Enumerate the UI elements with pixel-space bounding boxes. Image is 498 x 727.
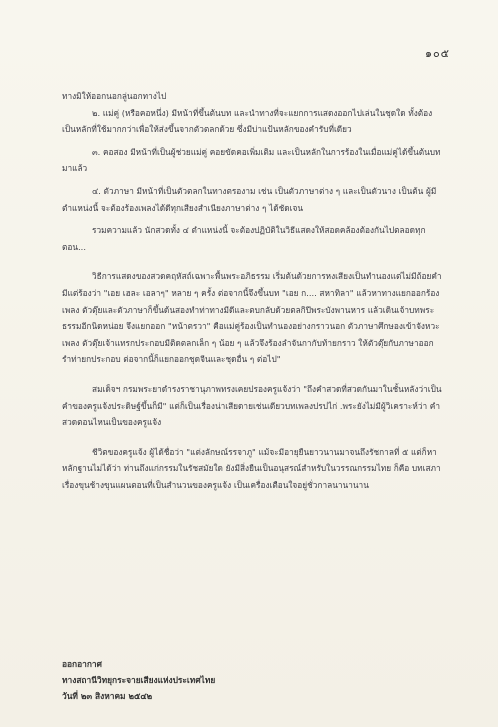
footer-station: ทางสถานีวิทยุกระจายเสียงแห่งประเทศไทย	[62, 675, 216, 685]
footer-aired-label: ออกอากาศ	[62, 659, 102, 669]
broadcast-footer	[62, 656, 442, 704]
paragraph-role-4: ๔. ตัวภาษา มีหน้าที่เป็นตัวตลกในทางตรองาม เช่น เป็นตัวภาษาต่าง ๆ และเป็นตัวนาง เป็นต้น ผู้มีตำแหน่งนี้ จะต้องร้องเพลงได้ดีทุกเสียงสำเนียงภาษาต่าง ๆ ได้ชัดเจน	[62, 185, 437, 213]
paragraph-role-3: ๓. คอสอง มีหน้าที่เป็นผู้ช่วยแม่คู่ คอยขัดคอเพิ่มเติม และเป็นหลักในการร้องในเมื่อแม่คู่ได้ขึ้นต้นบทมาแล้ว	[62, 146, 441, 174]
footer-date: วันที่ ๒๓ สิงหาคม ๒๕๔๒	[62, 691, 153, 701]
paragraph-role-2: ๒. แม่คู่ (หรือคอหนึ่ง) มีหน้าที่ขึ้นต้นบท และนำทางที่จะแยกการแสดงออกไปเล่นในชุดใด ทั้งต้องเป็นหลักที่ใช้มากกว่าเพื่อให้ส่งขึ้นจากตัวตลกด้วย ซึ่งมีบ่าแป้นหลักของคำรับที่เดียว	[62, 107, 433, 135]
body-text	[62, 88, 442, 493]
paragraph-continuation: ทางมิให้ออกนอกลู่นอกทางไป	[62, 91, 167, 101]
paragraph-performance-method: วิธีการแสดงของสวดคฤหัสถ์เฉพาะพื้นพระอภิธรรม เริ่มต้นด้วยการหงเสียงเป็นทำนองแต่ไม่มีถ้อยคำ มีแต่ร้องว่า "เอย เฮละ เอลาๆ" หลาย ๆ ครั้ง ต่อจากนี้จึงขึ้นบท "เอย ก.... สหาทิลา" แล้วหาทางแยกออกร้องเพลง ตัวตุ๊ยและตัวภาษาก็ขึ้นด้นสองทำท่าทางมีดีและตบกลับด้วยตลกิปีพระบังพานหาร แล้วเดินเจ้าบทพระธรรมอีกนิดหน่อย จึงแยกออก "หน้าตรวา" คือแม่คู่ร้องเป็นทำนองอย่างกราวนอก ตัวภาษาศึกษองเข้าจังหวะเพลง ตัวตุ๊ยเจ้าแทรกประกอบมีติดตลกเล็ก ๆ น้อย ๆ แล้วจึงร้องลำจันกากับท้ายกราว ให้ตัวตุ๊ยกับภาษาออกรำท่ายกประกอบ ต่อจากนี้ก็แยกออกชุดจีนและชุดอื่น ๆ ต่อไป"	[62, 271, 442, 365]
paragraph-royal-remark: สมเด็จฯ กรมพระยาดำรงราชานุภาพทรงเคยปรองครูแจ้งว่า "ถึงคำสวดที่สวดกันมาในชั้นหลังว่าเป็นคำของครูแจ้งประดิษฐ์ขึ้นก็มี" แต่ก็เป็นเรื่องน่าเสียดายเช่นเดียวบทเพลงปรปไก่ .พระยังไม่มีผู้วิเคราะห์ว่า คำสวดตอนไหนเป็นของครูแจ้ง	[62, 383, 442, 428]
paragraph-summary: รวมความแล้ว นักสวดทั้ง ๔ ตำแหน่งนี้ จะต้องปฏิบัติในวิธีแสดงให้สอดคล้องต้องกันไปตลอดทุกตอน...	[62, 225, 426, 252]
page-number: ๑๐๕	[424, 47, 450, 60]
paragraph-biography: ชีวิตของครูแจ้ง ผู้ได้ชื่อว่า "แต่งลักษณ์รรจาภู" แม้จะมีอายุยืนยาวนานมาจนถึงรัชกาลที่ ๕ แต่ก็หาหลักฐานไม่ได้ว่า ท่านถึงแก่กรรมในรัชสมัยใด ยังมีสิ่งยืนเป็นอนุสรณ์สำหรับในวรรณกรรมไทย ก็คือ บทเสภาเรื่องขุนช้างขุนแผนตอนที่เป็นสำนวนของครูแจ้ง เป็นเครื่องเตือนใจอยู่ชั่วกาลนานานาน	[62, 446, 441, 490]
